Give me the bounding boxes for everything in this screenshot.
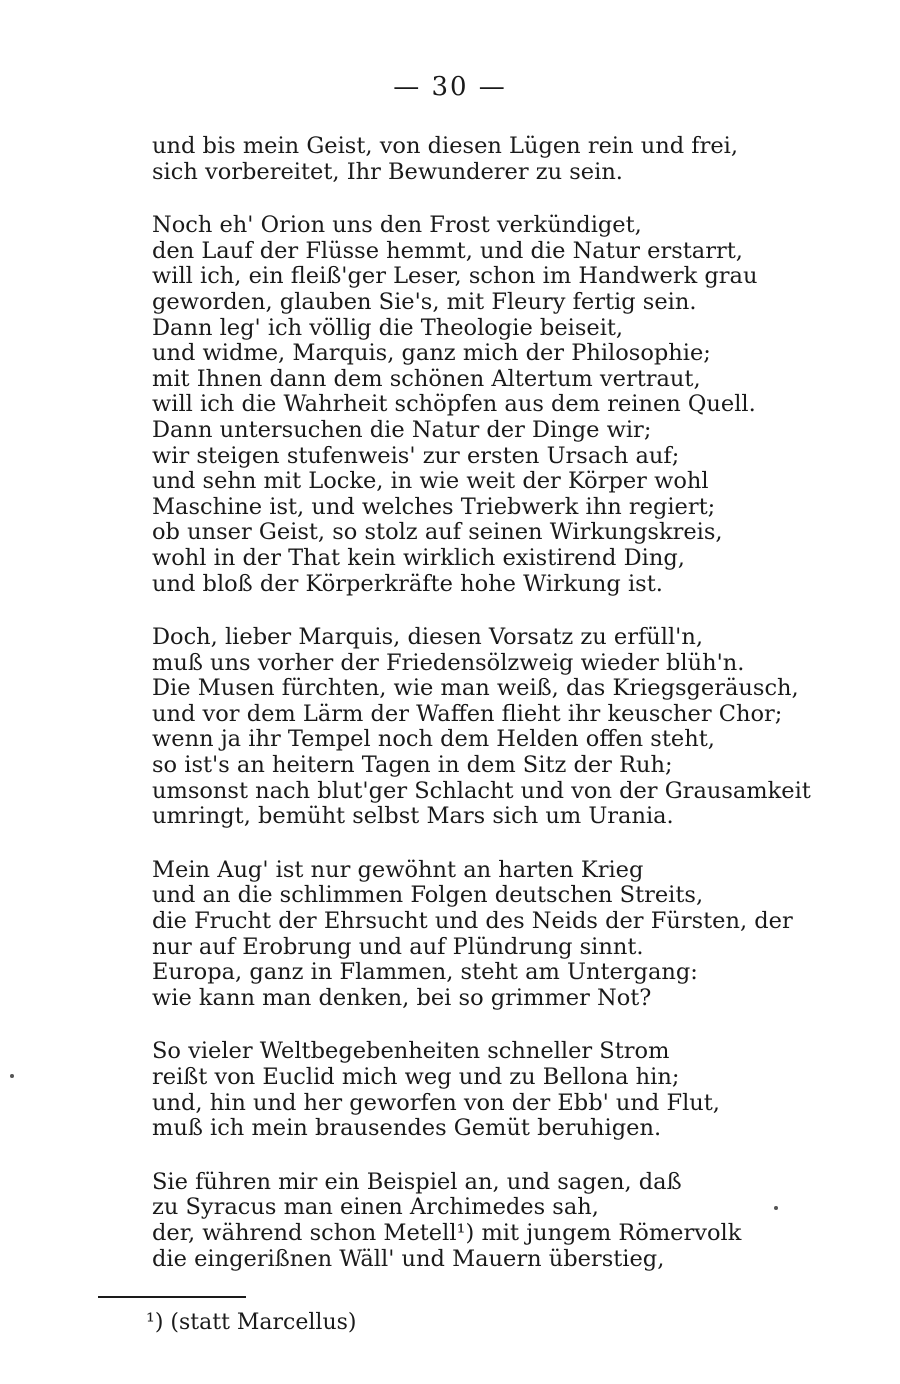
verse-line: und bis mein Geist, von diesen Lügen rein und frei, xyxy=(152,133,739,159)
stanza xyxy=(152,856,793,1012)
verse-line: will ich, ein fleiß'ger Leser, schon im Handwerk grau xyxy=(152,263,758,290)
verse-line: Die Musen fürchten, wie man weiß, das Kriegsgeräusch, xyxy=(152,675,799,702)
verse-line: und, hin und her geworfen von der Ebb' und Flut, xyxy=(152,1089,720,1116)
stanza xyxy=(152,1170,772,1272)
verse-line: umsonst nach blut'ger Schlacht und von der Grausamkeit xyxy=(152,777,811,804)
verse-line: wohl in der That kein wirklich existirend Ding, xyxy=(152,544,685,571)
footnote: ¹) (statt Marcellus) xyxy=(146,1310,357,1335)
verse-line: und widme, Marquis, ganz mich der Philosophie; xyxy=(152,340,711,367)
stanza xyxy=(152,624,811,830)
verse-line: und vor dem Lärm der Waffen flieht ihr keuscher Chor; xyxy=(152,700,783,727)
verse-line: und bloß der Körperkräfte hohe Wirkung ist. xyxy=(152,570,663,597)
verse-line: sich vorbereitet, Ihr Bewunderer zu sein. xyxy=(152,158,623,185)
verse-line: so ist's an heitern Tagen in dem Sitz der Ruh; xyxy=(152,752,673,779)
verse-line: wir steigen stufenweis' zur ersten Ursach auf; xyxy=(152,442,680,469)
verse-line: Dann leg' ich völlig die Theologie beiseit, xyxy=(152,314,624,341)
footnote-divider xyxy=(98,1296,246,1298)
verse-line: Sie führen mir ein Beispiel an, und sagen, daß xyxy=(152,1168,682,1195)
verse-line: muß ich mein brausendes Gemüt beruhigen. xyxy=(152,1115,662,1142)
verse-line: So vieler Weltbegebenheiten schneller Strom xyxy=(152,1038,670,1065)
verse-line: die eingerißnen Wäll' und Mauern überstieg, xyxy=(152,1245,665,1272)
verse-line: wenn ja ihr Tempel noch dem Helden offen steht, xyxy=(152,726,715,753)
verse-line: Dann untersuchen die Natur der Dinge wir; xyxy=(152,416,652,443)
verse-line: Noch eh' Orion uns den Frost verkündiget, xyxy=(152,212,642,239)
verse-line: will ich die Wahrheit schöpfen aus dem reinen Quell. xyxy=(152,391,756,418)
verse-line: zu Syracus man einen Archimedes sah, xyxy=(152,1194,599,1221)
verse-line: geworden, glauben Sie's, mit Fleury fertig sein. xyxy=(152,288,697,315)
verse-line: und sehn mit Locke, in wie weit der Körper wohl xyxy=(152,468,709,495)
verse-line: mit Ihnen dann dem schönen Altertum vertraut, xyxy=(152,365,701,392)
verse-line: umringt, bemüht selbst Mars sich um Urania. xyxy=(152,803,674,830)
verse-line: wie kann man denken, bei so grimmer Not? xyxy=(152,984,652,1011)
verse-line: Doch, lieber Marquis, diesen Vorsatz zu erfüll'n, xyxy=(152,624,703,651)
verse-line: nur auf Erobrung und auf Plündrung sinnt. xyxy=(152,933,644,960)
verse-line: reißt von Euclid mich weg und zu Bellona hin; xyxy=(152,1064,680,1090)
stanza xyxy=(152,1039,772,1141)
verse-line: Europa, ganz in Flammen, steht am Untergang: xyxy=(152,959,698,986)
paper-speck xyxy=(10,1074,14,1078)
stanza xyxy=(152,134,772,185)
verse-line: Mein Aug' ist nur gewöhnt an harten Krieg xyxy=(152,856,644,883)
verse-line: muß uns vorher der Friedensölzweig wieder blüh'n. xyxy=(152,649,745,676)
stanza xyxy=(152,213,772,597)
poem-text xyxy=(152,133,811,1300)
verse-line: und an die schlimmen Folgen deutschen Streits, xyxy=(152,882,704,909)
page-number: — 30 — xyxy=(393,72,507,102)
verse-line: die Frucht der Ehrsucht und des Neids der Fürsten, der xyxy=(152,908,793,935)
verse-line: den Lauf der Flüsse hemmt, und die Natur erstarrt, xyxy=(152,237,743,264)
paper-speck xyxy=(774,1206,778,1210)
verse-line: der, während schon Metell¹) mit jungem Römervolk xyxy=(152,1219,742,1246)
verse-line: ob unser Geist, so stolz auf seinen Wirkungskreis, xyxy=(152,519,723,546)
verse-line: Maschine ist, und welches Triebwerk ihn regiert; xyxy=(152,493,716,520)
